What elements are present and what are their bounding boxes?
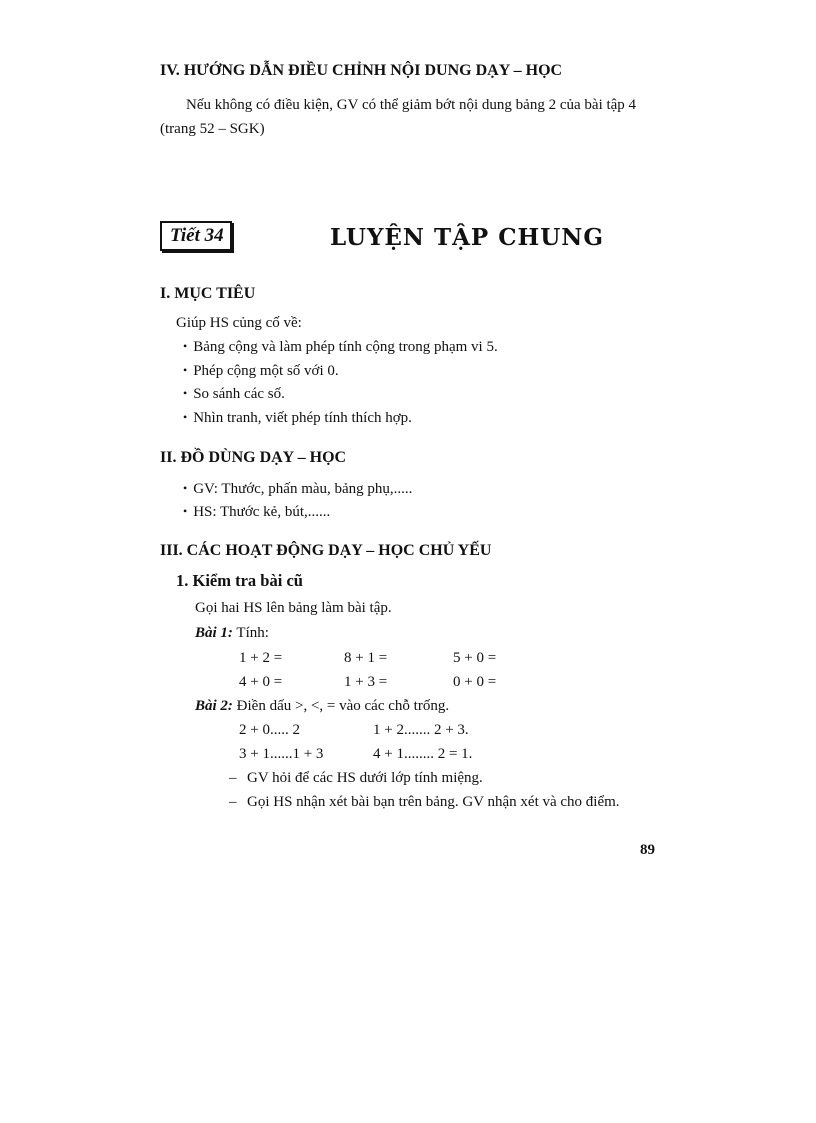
page-number: 89 <box>640 842 655 858</box>
muc-tieu-heading: I. MỤC TIÊU <box>160 285 256 302</box>
bai2-line <box>195 698 449 715</box>
note-text: GV hỏi để các HS dưới lớp tính miệng. <box>247 770 483 786</box>
section4-para-line2: (trang 52 – SGK) <box>160 121 265 137</box>
lesson-label-box: Tiết 34 <box>160 221 232 251</box>
bai1-expr: 1 + 2 = <box>239 650 283 666</box>
do-dung-heading: II. ĐỒ DÙNG DẠY – HỌC <box>160 449 347 466</box>
kiem-tra-bai-cu-heading: 1. Kiểm tra bài cũ <box>176 571 303 590</box>
bai1-line <box>195 625 269 642</box>
muc-tieu-item: • Nhìn tranh, viết phép tính thích hợp. <box>183 410 412 427</box>
note-line <box>229 794 620 811</box>
bai2-label: Bài 2: <box>195 698 233 714</box>
bai2-expr: 2 + 0..... 2 <box>239 722 300 738</box>
section4-para-line1: Nếu không có điều kiện, GV có thể giảm bớt nội dung bảng 2 của bài tập 4 <box>186 97 637 113</box>
bai1-expr: 4 + 0 = <box>239 674 283 690</box>
bai1-expr: 8 + 1 = <box>344 650 388 666</box>
note-line <box>229 770 483 787</box>
muc-tieu-intro: Giúp HS củng cố về: <box>176 315 302 331</box>
do-dung-item: • HS: Thước kẻ, bút,...... <box>183 504 330 521</box>
bai2-expr: 3 + 1......1 + 3 <box>239 746 324 762</box>
bai1-text: Tính: <box>236 625 269 641</box>
dash-mark: – <box>229 770 237 786</box>
bai1-expr: 5 + 0 = <box>453 650 497 666</box>
bai2-expr: 1 + 2....... 2 + 3. <box>373 722 469 738</box>
bai1-label: Bài 1: <box>195 625 233 641</box>
dash-mark: – <box>229 794 237 810</box>
note-text: Gọi HS nhận xét bài bạn trên bảng. GV nhận xét và cho điểm. <box>247 794 620 810</box>
section4-heading: IV. HƯỚNG DẪN ĐIỀU CHỈNH NỘI DUNG DẠY – HỌC <box>160 62 563 79</box>
hoat-dong-intro: Gọi hai HS lên bảng làm bài tập. <box>195 600 392 616</box>
bai2-text: Điền dấu >, <, = vào các chỗ trống. <box>236 698 450 714</box>
muc-tieu-item: • Bảng cộng và làm phép tính cộng trong phạm vi 5. <box>183 339 498 356</box>
muc-tieu-item: • Phép cộng một số với 0. <box>183 363 339 380</box>
hoat-dong-heading: III. CÁC HOẠT ĐỘNG DẠY – HỌC CHỦ YẾU <box>160 542 492 559</box>
bai2-expr: 4 + 1........ 2 = 1. <box>373 746 473 762</box>
lesson-title: LUYỆN TẬP CHUNG <box>330 224 604 251</box>
bai1-expr: 0 + 0 = <box>453 674 497 690</box>
muc-tieu-item: • So sánh các số. <box>183 386 285 403</box>
bai1-expr: 1 + 3 = <box>344 674 388 690</box>
do-dung-item: • GV: Thước, phấn màu, bảng phụ,..... <box>183 481 412 498</box>
